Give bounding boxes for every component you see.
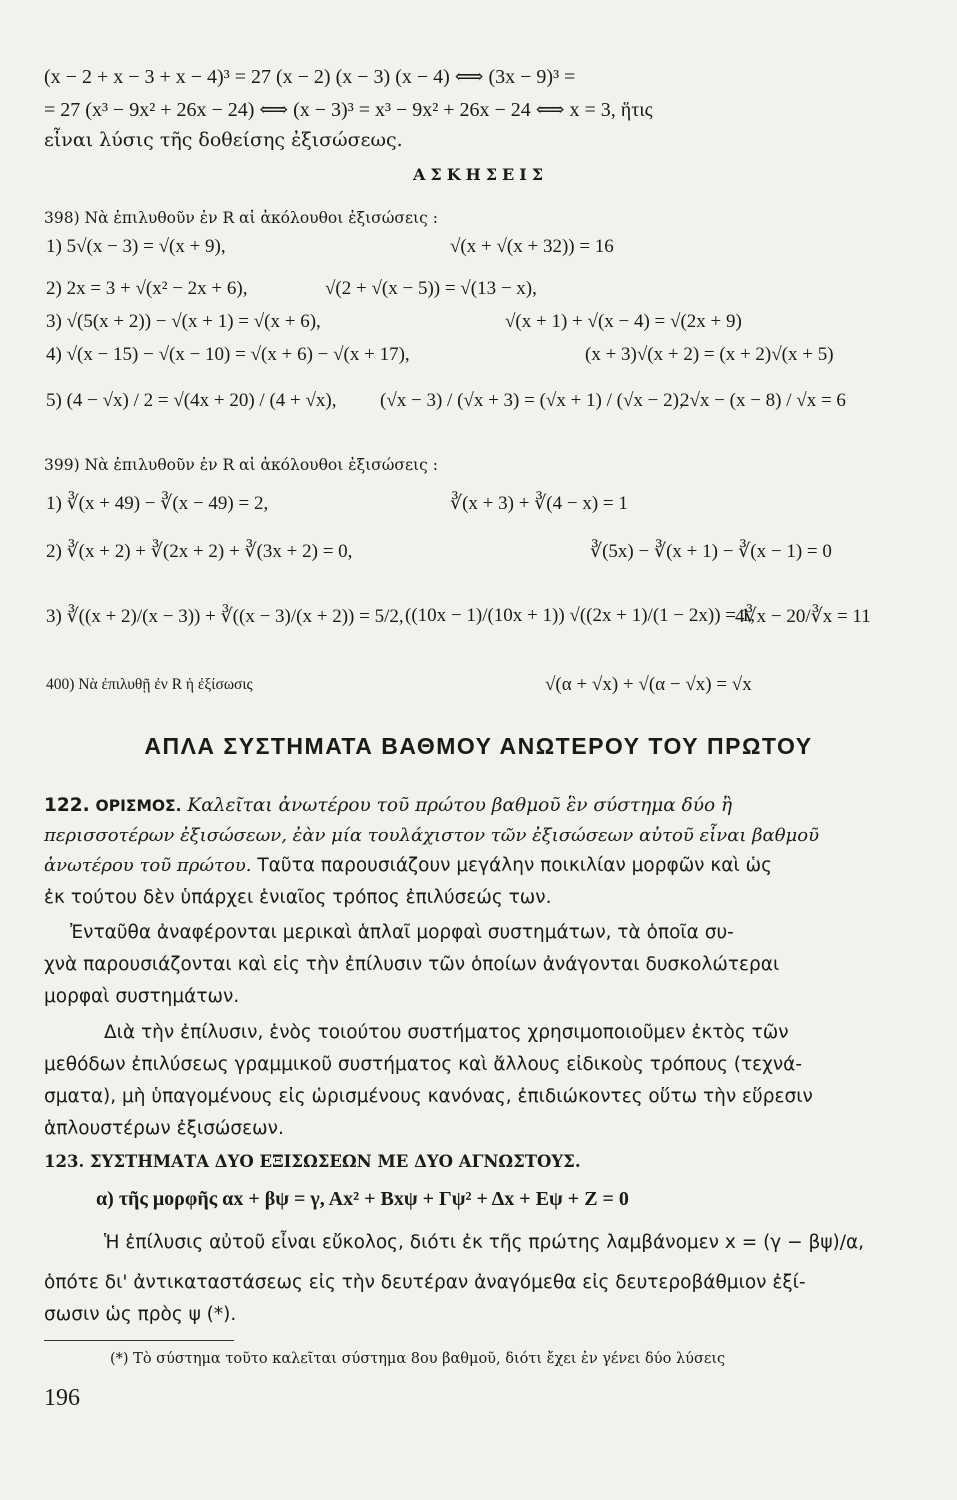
ex398-item-4b: (x + 3)√(x + 2) = (x + 2)√(x + 5) — [585, 344, 834, 365]
section-122-line-1 — [44, 793, 917, 819]
ex399-item-3a: 3) ∛((x + 2)/(x − 3)) + ∛((x − 3)/(x + 2)) = 5/2, — [46, 606, 404, 627]
section-123-paragraph-line-3: σωσιν ὡς πρὸς ψ (*). — [44, 1304, 237, 1325]
ex398-item-2b: √(2 + √(x − 5)) = √(13 − x), — [325, 278, 537, 299]
paragraph-2-line-1: Ἐνταῦθα ἀναφέρονται μερικαὶ ἁπλαῖ μορφαὶ συστημάτων, τὰ ὁποῖα συ- — [70, 922, 734, 943]
section-123-heading: 123. ΣΥΣΤΗΜΑΤΑ ΔΥΟ ΕΞΙΣΩΣΕΩΝ ΜΕ ΔΥΟ ΑΓΝΩΣΤΟΥΣ. — [44, 1152, 581, 1171]
paragraph-3-line-3: σματα), μὴ ὑπαγομένους εἰς ὡρισμένους κανόνας, ἐπιδιώκοντες οὕτω τὴν εὕρεσιν — [44, 1086, 813, 1107]
section-122-definition-1: Καλεῖται ἀνωτέρου τοῦ πρώτου βαθμοῦ ἓν σύστημα δύο ἢ — [187, 795, 733, 816]
ex398-item-1a: 1) 5√(x − 3) = √(x + 9), — [46, 236, 226, 257]
equation-line-1: (x − 2 + x − 3 + x − 4)³ = 27 (x − 2) (x − 3) (x − 4) ⟺ (3x − 9)³ = — [44, 66, 576, 88]
ex399-item-2a: 2) ∛(x + 2) + ∛(2x + 2) + ∛(3x + 2) = 0, — [46, 541, 353, 562]
ex398-item-2a: 2) 2x = 3 + √(x² − 2x + 6), — [46, 278, 248, 299]
section-123-subheading-a: α) τῆς μορφῆς αx + βψ = γ, Αx² + Βxψ + Γψ² + Δx + Εψ + Ζ = 0 — [96, 1188, 629, 1210]
page-number: 196 — [44, 1385, 80, 1411]
section-122-line-4: ἐκ τούτου δὲν ὑπάρχει ἑνιαῖος τρόπος ἐπιλύσεώς των. — [44, 887, 552, 908]
footnote: (*) Τὸ σύστημα τοῦτο καλεῖται σύστημα 8ου βαθμοῦ, διότι ἔχει ἐν γένει δύο λύσεις — [110, 1351, 726, 1367]
ex398-item-1b: √(x + √(x + 32)) = 16 — [450, 236, 614, 257]
equation-line-3: εἶναι λύσις τῆς δοθείσης ἐξισώσεως. — [44, 129, 403, 151]
section-122-definition-3: ἀνωτέρου τοῦ πρώτου. — [44, 855, 252, 876]
section-122-number: 122. — [44, 795, 90, 816]
ex398-item-3a: 3) √(5(x + 2)) − √(x + 1) = √(x + 6), — [46, 311, 321, 332]
paragraph-3-line-2: μεθόδων ἐπιλύσεως γραμμικοῦ συστήματος καὶ ἄλλους εἰδικοὺς τρόπους (τεχνά- — [44, 1054, 803, 1075]
equation-line-2: = 27 (x³ − 9x² + 26x − 24) ⟺ (x − 3)³ = x³ − 9x² + 26x − 24 ⟺ x = 3, ἥτις — [44, 99, 653, 121]
section-title: ΑΠΛΑ ΣΥΣΤΗΜΑΤΑ ΒΑΘΜΟΥ ΑΝΩΤΕΡΟΥ ΤΟΥ ΠΡΩΤΟΥ — [144, 733, 813, 759]
ex398-item-4a: 4) √(x − 15) − √(x − 10) = √(x + 6) − √(x + 17), — [46, 344, 410, 365]
paragraph-3-line-1: Διὰ τὴν ἐπίλυσιν, ἑνὸς τοιούτου συστήματος χρησιμοποιοῦμεν ἐκτὸς τῶν — [104, 1022, 789, 1043]
ex398-item-5a: 5) (4 − √x) / 2 = √(4x + 20) / (4 + √x), — [46, 390, 337, 411]
ex398-item-3b: √(x + 1) + √(x − 4) = √(2x + 9) — [505, 311, 742, 332]
paragraph-2-line-3: μορφαὶ συστημάτων. — [44, 986, 240, 1007]
section-123-paragraph-line-1: Ἡ ἐπίλυσις αὐτοῦ εἶναι εὔκολος, διότι ἐκ τῆς πρώτης λαμβάνομεν x = (γ − βψ)/α, — [104, 1232, 865, 1253]
paragraph-3-line-4: ἁπλουστέρων ἐξισώσεων. — [44, 1118, 284, 1139]
ex399-item-1a: 1) ∛(x + 49) − ∛(x − 49) = 2, — [46, 493, 269, 514]
exercise-398-intro: 398) Νὰ ἐπιλυθοῦν ἐν R αἱ ἀκόλουθοι ἐξισώσεις : — [44, 209, 438, 227]
exercise-400-equation: √(α + √x) + √(α − √x) = √x — [545, 674, 752, 695]
exercise-399-intro: 399) Νὰ ἐπιλυθοῦν ἐν R αἱ ἀκόλουθοι ἐξισώσεις : — [44, 456, 438, 474]
footnote-rule — [44, 1340, 234, 1341]
exercises-heading: ΑΣΚΗΣΕΙΣ — [412, 165, 549, 184]
ex399-item-3c: 4∛x − 20/∛x = 11 — [735, 606, 871, 627]
ex398-item-5b: (√x − 3) / (√x + 3) = (√x + 1) / (√x − 2), — [380, 390, 684, 411]
paragraph-2-line-2: χνὰ παρουσιάζονται καὶ εἰς τὴν ἐπίλυσιν τῶν ὁποίων ἀνάγονται δυσκολώτεραι — [44, 954, 780, 975]
section-123-paragraph-line-2: ὁπότε δι' ἀντικαταστάσεως εἰς τὴν δευτέραν ἀναγόμεθα εἰς δευτεροβάθμιον ἐξί- — [44, 1272, 806, 1293]
ex399-item-3b: ((10x − 1)/(10x + 1)) √((2x + 1)/(1 − 2x)) = 1, — [405, 605, 755, 626]
exercise-400-intro: 400) Νὰ ἐπιλυθῇ ἐν R ἡ ἐξίσωσις — [46, 676, 253, 693]
section-122-text-3: Ταῦτα παρουσιάζουν μεγάλην ποικιλίαν μορφῶν καὶ ὡς — [251, 855, 772, 876]
section-122-line-3 — [44, 853, 917, 879]
ex399-item-1b: ∛(x + 3) + ∛(4 − x) = 1 — [450, 493, 628, 514]
section-122-definition-2: περισσοτέρων ἐξισώσεων, ἐὰν μία τουλάχιστον τῶν ἐξισώσεων αὐτοῦ εἶναι βαθμοῦ — [44, 825, 820, 846]
section-122-label: ΟΡΙΣΜΟΣ. — [95, 797, 182, 815]
ex398-item-5c: 2√x − (x − 8) / √x = 6 — [680, 390, 846, 411]
ex399-item-2b: ∛(5x) − ∛(x + 1) − ∛(x − 1) = 0 — [590, 541, 832, 562]
